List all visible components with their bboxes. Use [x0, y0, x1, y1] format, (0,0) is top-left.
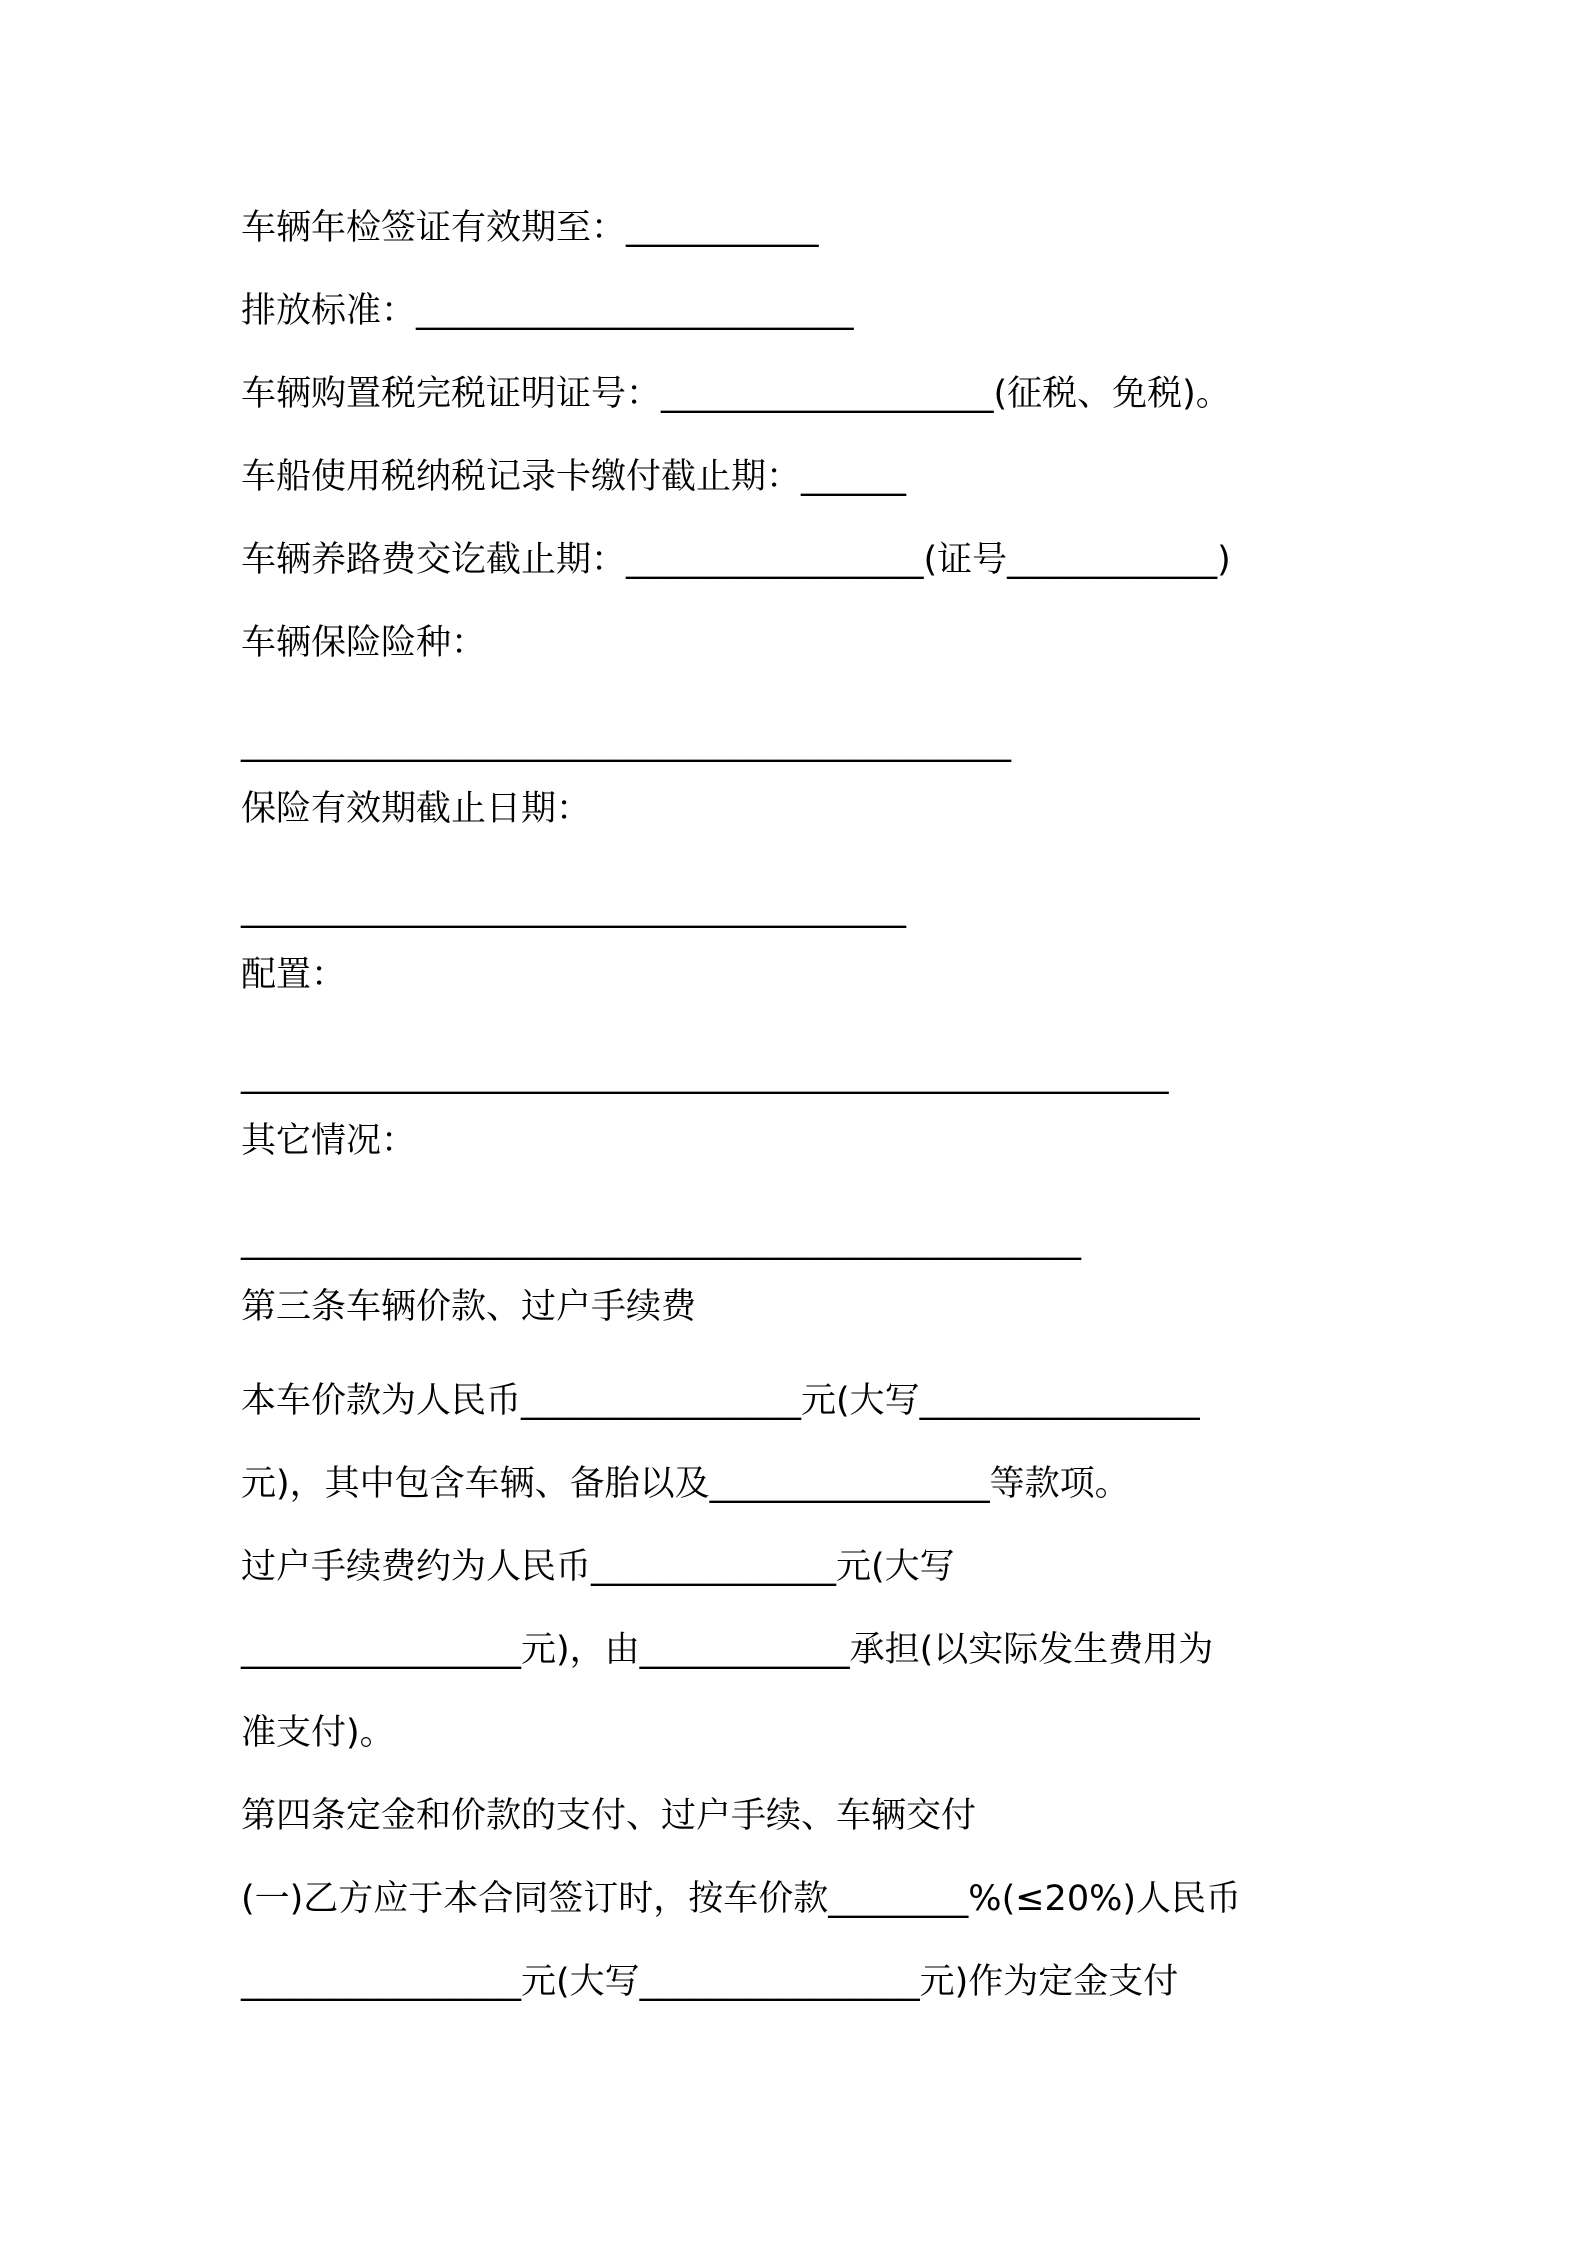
- deposit-line-1: (一)乙方应于本合同签订时，按车价款________%(≤20%)人民币: [241, 1879, 1241, 1919]
- other-info-label: 其它情况：: [241, 1121, 417, 1161]
- insurance-type-label: 车辆保险险种：: [241, 623, 487, 663]
- annual-inspection-line: 车辆年检签证有效期至：___________: [241, 208, 819, 248]
- price-line-2: 元)，其中包含车辆、备胎以及________________等款项。: [241, 1464, 1130, 1504]
- vehicle-tax-line: 车船使用税纳税记录卡缴付截止期：______: [241, 457, 907, 497]
- transfer-fee-line-3: 准支付)。: [241, 1713, 395, 1753]
- article-four-heading: 第四条定金和价款的支付、过户手续、车辆交付: [241, 1796, 977, 1836]
- article-three-heading: 第三条车辆价款、过户手续费: [241, 1287, 697, 1327]
- purchase-tax-line: 车辆购置税完税证明证号：___________________(征税、免税)。: [241, 374, 1231, 414]
- insurance-type-blank: ____________________________________________: [241, 723, 1011, 763]
- insurance-expiry-label: 保险有效期截止日期：: [241, 789, 592, 829]
- transfer-fee-line-1: 过户手续费约为人民币______________元(大写: [241, 1547, 955, 1587]
- insurance-expiry-blank: ______________________________________: [241, 889, 906, 929]
- deposit-line-2: ________________元(大写________________元)作为定金支付: [241, 1962, 1179, 2002]
- other-info-blank: ________________________________________________: [241, 1221, 1081, 1261]
- transfer-fee-line-2: ________________元)，由____________承担(以实际发生费用为: [241, 1630, 1214, 1670]
- emission-standard-line: 排放标准：_________________________: [241, 291, 854, 331]
- configuration-label: 配置：: [241, 955, 347, 995]
- road-fee-line: 车辆养路费交讫截止期：_________________(证号____________): [241, 540, 1231, 580]
- configuration-blank: _____________________________________________________: [241, 1055, 1169, 1095]
- price-line-1: 本车价款为人民币________________元(大写________________: [241, 1381, 1200, 1421]
